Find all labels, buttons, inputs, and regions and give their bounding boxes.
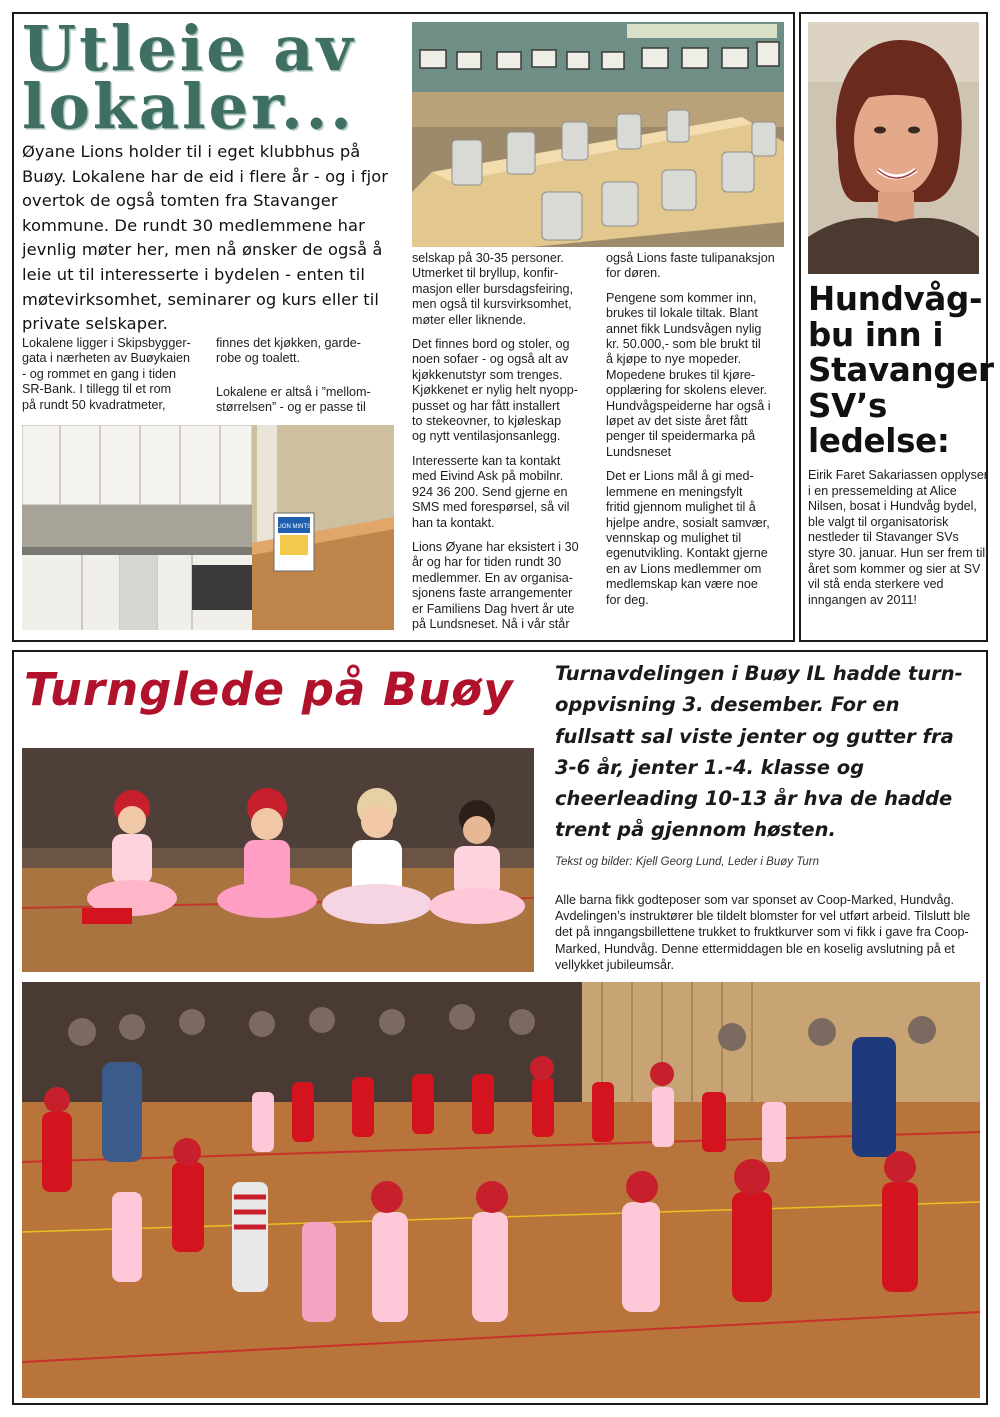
lions-headline	[22, 12, 356, 143]
lions-col2-text-1: finnes det kjøkken, garde- robe og toalett.	[216, 336, 361, 366]
turn-photo-credit: Tekst og bilder: Kjell Georg Lund, Leder i Buøy Turn	[555, 856, 820, 868]
lions-col3-text-4: Lions Øyane har eksistert i 30 år og har for tiden rundt 30 medlemmer. En av organisa- sjonens faste arrangementer er Familiens Dag hvert år ute på Lundsneset. Nå i vår står	[412, 539, 579, 631]
lions-column-1	[22, 336, 212, 422]
lions-col4-text-1: også Lions faste tulipanaksjon for døren.	[606, 251, 775, 281]
lions-col3-text-2: Det finnes bord og stoler, og noen sofaer - og også alt av kjøkkenutstyr som trenges. Kjøkkenet er nylig helt nyopp- pusset og har fått installert to stekeovner, to kjøleskap og nytt ventilasjonsanlegg.	[412, 337, 578, 444]
meeting-room-photo	[412, 22, 784, 247]
turn-intro: Turnavdelingen i Buøy IL hadde turn-oppvisning 3. desember. For en fullsatt sal viste jenter og gutter fra 3-6 år, jenter 1.-4. klasse og cheerleading 10-13 år hva de hadde trent på gjennom høsten.	[555, 662, 963, 842]
lions-col1-text: Lokalene ligger i Skipsbygger- gata i nærheten av Buøykaien - og rommet en gang i tiden SR-Bank. I tillegg til et rom på rundt 50 kvadratmeter,	[22, 336, 191, 412]
lions-lead-paragraph: Øyane Lions holder til i eget klubbhus på Buøy. Lokalene har de eid i flere år - og i fjor overtok de også tomten fra Stavanger kommune. De rundt 30 medlemmene har jevnlig møter her, men nå ønsker de også å leie ut til interesserte i bydelen - enten til møtevirksomhet, seminarer og kurs eller til private selskaper.	[22, 142, 389, 334]
lions-col4-text-2: Pengene som kommer inn, brukes til lokale tiltak. Blant annet fikk Lundsvågen nylig kr. 50.000,- som ble brukt til å kjøpe to nye mopeder. Mopedene brukes til kjøre- opplæring for skolens elever. Hundvågspeiderne har også i løpet av det siste året fått penger til speidermarka på Lundsneset	[606, 290, 771, 459]
turn-body-text: Alle barna fikk godteposer som var sponset av Coop-Marked, Hundvåg. Avdelingen’s instruktører ble tildelt blomster for vel utført arbeid. Tilslutt ble det på inngangsbillettene trukket to fruktkurver som vi fikk i gave fra Coop-Marked, Hundvåg. Denne ettermiddagen ble en koselig avslutning på et vellykket jubileumsår.	[555, 893, 971, 972]
lions-col2-text-2: Lokalene er altså i ”mellom- størrelsen” - og er passe til	[216, 384, 371, 415]
kitchen-photo	[22, 425, 394, 630]
lions-col4-text-3: Det er Lions mål å gi med- lemmene en meningsfylt fritid gjennom mulighet til å hjelpe andre, sosialt samvær, vennskap og mulighet til egenutvikling. Kontakt gjerne en av Lions medlemmer om medlemskap kan være noe for deg.	[606, 469, 770, 607]
sv-headline: Hundvåg- bu inn i Stavanger SV’s ledelse:	[808, 280, 994, 460]
sv-body-text: Eirik Faret Sakariassen opplyser i en pressemelding at Alice Nilsen, bosat i Hundvåg bydel, ble valgt til organisatorisk nestleder til Stavanger SVs styre 30. januar. Hun ser frem til året som kommer og sier at SV vil stå enda sterkere ved inngangen av 2011!	[808, 468, 988, 607]
lions-sticker-text: LION MINTS	[276, 524, 312, 530]
sitting-children-photo	[22, 748, 534, 972]
lions-headline-line2: lokaler...	[22, 70, 355, 143]
lions-column-2	[216, 336, 406, 425]
turn-headline: Turnglede på Buøy	[24, 663, 514, 716]
lions-headline-line1: Utleie av	[22, 12, 356, 85]
portrait-photo	[808, 22, 979, 274]
lions-col3-text-3: Interesserte kan ta kontakt med Eivind Ask på mobilnr. 924 36 200. Send gjerne en SMS med forespørsel, så vil han ta kontakt.	[412, 453, 570, 530]
lions-column-4	[606, 251, 792, 617]
dance-circle-photo	[22, 982, 980, 1398]
lions-column-3	[412, 251, 598, 641]
lions-col3-text-1: selskap på 30-35 personer. Utmerket til bryllup, konfir- masjon eller bursdagsfeiring, men også til kursvirksomhet, møter eller liknende.	[412, 251, 574, 327]
